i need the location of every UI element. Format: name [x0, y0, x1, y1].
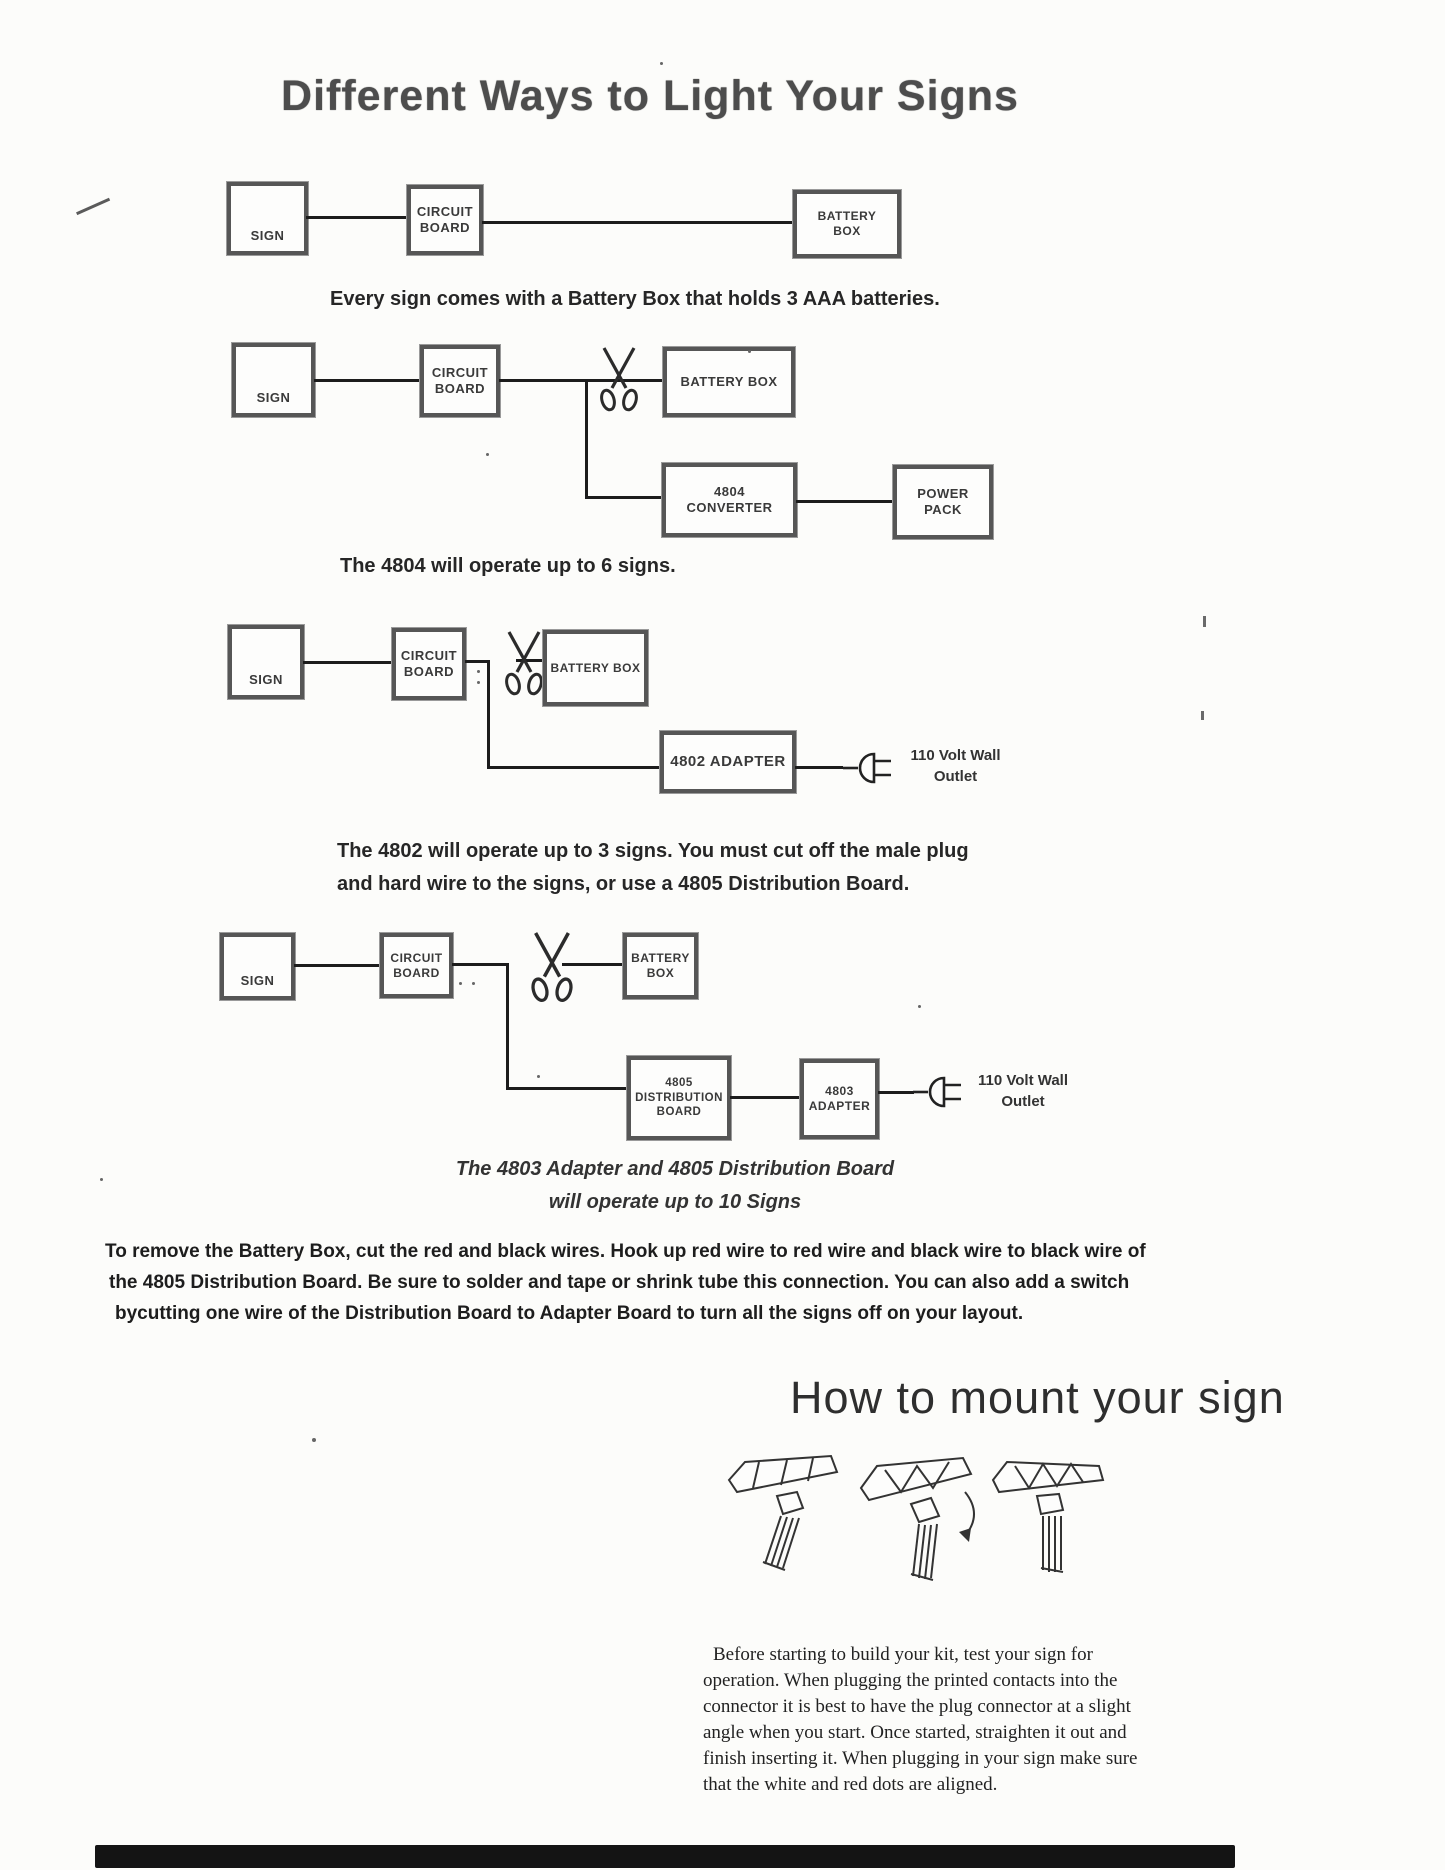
scissors-icon — [528, 930, 576, 1008]
mount-section-title: How to mount your sign — [790, 1372, 1285, 1423]
d2-circuit-label-1: CIRCUIT — [431, 364, 489, 380]
ink-speck — [660, 62, 663, 65]
ink-speck — [472, 982, 475, 985]
d4-line-circuit-elbow — [452, 963, 509, 966]
ink-speck — [486, 453, 489, 456]
d3-circuit-label-2: BOARD — [403, 664, 455, 679]
d3-circuit-board-box — [392, 628, 466, 700]
d3-adapter-box — [660, 731, 796, 793]
ink-speck — [918, 1005, 921, 1008]
d1-battery-label-2: BOX — [833, 224, 861, 238]
d2-power-label-1: POWER — [917, 485, 969, 501]
d4-adapter-label-1: 4803 — [825, 1084, 854, 1098]
d4-adapter-label-2: ADAPTER — [808, 1099, 871, 1113]
d4-line-distribution-adapter — [730, 1096, 800, 1099]
mount-paragraph: Before starting to build your kit, test your sign for operation. When plugging the printed contacts into the connector it is best to have the plug connector at a slight angle when you start. Once started, straighten it out and finish inserting it. When plugging in your sign make sure that the white and red dots are aligned. — [703, 1644, 1138, 1795]
d4-line-cut-battery — [562, 963, 623, 966]
notes-paragraph — [105, 1236, 1146, 1329]
d2-power-pack-box — [893, 465, 993, 539]
d2-circuit-label-2: BOARD — [434, 381, 486, 396]
ink-speck — [477, 681, 480, 684]
d2-caption: The 4804 will operate up to 6 signs. — [340, 555, 676, 577]
d2-circuit-board-box — [420, 345, 500, 417]
d4-distribution-label-1: 4805 — [665, 1077, 693, 1090]
mounting-sketch-1 — [729, 1456, 837, 1570]
d1-circuit-label-2: BOARD — [419, 220, 471, 235]
edge-mark — [1201, 711, 1204, 720]
d4-sign-box — [220, 933, 295, 1000]
d3-line-sign-circuit — [303, 661, 392, 664]
d3-adapter-label: 4802 ADAPTER — [670, 752, 786, 770]
notes-line-2: the 4805 Distribution Board. Be sure to solder and tape or shrink tube this connection. You can also add a switch — [109, 1272, 1130, 1293]
scissors-icon — [502, 630, 546, 700]
d4-distribution-label-2: DISTRIBUTION — [635, 1091, 723, 1104]
d4-outlet-label — [958, 1070, 1088, 1112]
mounting-sketch-3 — [993, 1462, 1103, 1572]
d4-distribution-board-box — [627, 1056, 731, 1140]
d3-line-adapter-plug — [795, 766, 843, 769]
d1-sign-label: SIGN — [250, 227, 285, 243]
d3-line-drop-adapter — [487, 766, 660, 769]
d2-drop-line — [585, 381, 588, 498]
ink-speck — [100, 1178, 103, 1181]
curved-arrow-head — [959, 1528, 971, 1542]
d3-caption-line-2: and hard wire to the signs, or use a 4805 Distribution Board. — [337, 873, 910, 895]
plug-icon — [843, 751, 895, 785]
d3-sign-box — [228, 625, 304, 699]
ink-speck — [537, 1075, 540, 1078]
mounting-sketch-2 — [861, 1458, 974, 1580]
pen-mark — [76, 198, 110, 215]
ink-speck — [459, 982, 462, 985]
scan-bottom-bar — [95, 1845, 1235, 1868]
d3-outlet-line-2: Outlet — [933, 768, 978, 785]
d2-line-converter-power — [796, 500, 893, 503]
d3-battery-label: BATTERY BOX — [550, 660, 641, 675]
d1-circuit-label-1: CIRCUIT — [416, 203, 474, 219]
d3-drop-line — [487, 660, 490, 768]
d1-sign-box — [227, 182, 308, 255]
d4-drop-line — [506, 963, 509, 1090]
notes-line-3: bycutting one wire of the Distribution Board to Adapter Board to turn all the signs off on your layout. — [115, 1303, 1024, 1324]
d2-sign-box — [232, 343, 315, 417]
scissors-icon — [597, 346, 641, 416]
d3-caption-line-1: The 4802 will operate up to 3 signs. You must cut off the male plug — [337, 840, 969, 862]
d2-line-sign-circuit — [314, 379, 420, 382]
d4-line-sign-circuit — [294, 964, 380, 967]
d4-battery-label-2: BOX — [646, 966, 675, 980]
d1-circuit-board-box — [407, 185, 483, 255]
d2-converter-label-1: 4804 — [714, 483, 745, 499]
d3-battery-box — [543, 630, 648, 706]
d4-circuit-label-1: CIRCUIT — [390, 950, 443, 965]
d3-outlet-line-1: 110 Volt Wall — [910, 747, 1001, 764]
d4-distribution-label-3: BOARD — [656, 1106, 702, 1119]
ink-speck — [748, 350, 751, 353]
d1-battery-box — [793, 190, 901, 258]
d2-converter-label-2: CONVERTER — [686, 500, 773, 515]
d4-line-adapter-plug — [878, 1091, 914, 1094]
mounting-illustrations — [715, 1448, 1125, 1630]
d2-battery-box — [663, 347, 795, 417]
d1-line-circuit-battery — [482, 221, 794, 224]
ink-speck — [312, 1438, 316, 1442]
d1-line-sign-circuit — [306, 216, 408, 219]
d4-battery-label-1: BATTERY — [631, 951, 690, 965]
notes-line-1: To remove the Battery Box, cut the red and black wires. Hook up red wire to red wire and black wire to black wire of — [105, 1241, 1146, 1262]
d4-adapter-box — [800, 1059, 879, 1139]
d4-sign-label: SIGN — [240, 972, 275, 988]
d4-caption-line-2: will operate up to 10 Signs — [548, 1191, 802, 1213]
d4-outlet-line-2: Outlet — [1001, 1093, 1045, 1110]
d1-battery-label-1: BATTERY — [817, 209, 877, 223]
d4-circuit-board-box — [380, 933, 453, 998]
ink-speck — [477, 670, 480, 673]
d2-converter-box — [662, 463, 797, 537]
d2-power-label-2: PACK — [924, 502, 962, 517]
d3-circuit-label-1: CIRCUIT — [400, 647, 458, 663]
d2-sign-label: SIGN — [256, 389, 291, 405]
d2-line-drop-converter — [585, 496, 662, 499]
d4-circuit-label-2: BOARD — [393, 965, 440, 980]
d2-battery-label: BATTERY BOX — [680, 373, 778, 389]
d4-battery-box — [623, 933, 698, 999]
d4-line-drop-distribution — [506, 1087, 627, 1090]
d1-caption: Every sign comes with a Battery Box that holds 3 AAA batteries. — [330, 288, 940, 310]
d4-outlet-line-1: 110 Volt Wall — [977, 1072, 1069, 1089]
d3-outlet-label — [893, 745, 1018, 787]
page-title: Different Ways to Light Your Signs — [281, 72, 1019, 120]
d4-caption-line-1: The 4803 Adapter and 4805 Distribution Board — [455, 1158, 895, 1180]
edge-mark — [1203, 616, 1206, 627]
d3-sign-label: SIGN — [249, 671, 283, 687]
